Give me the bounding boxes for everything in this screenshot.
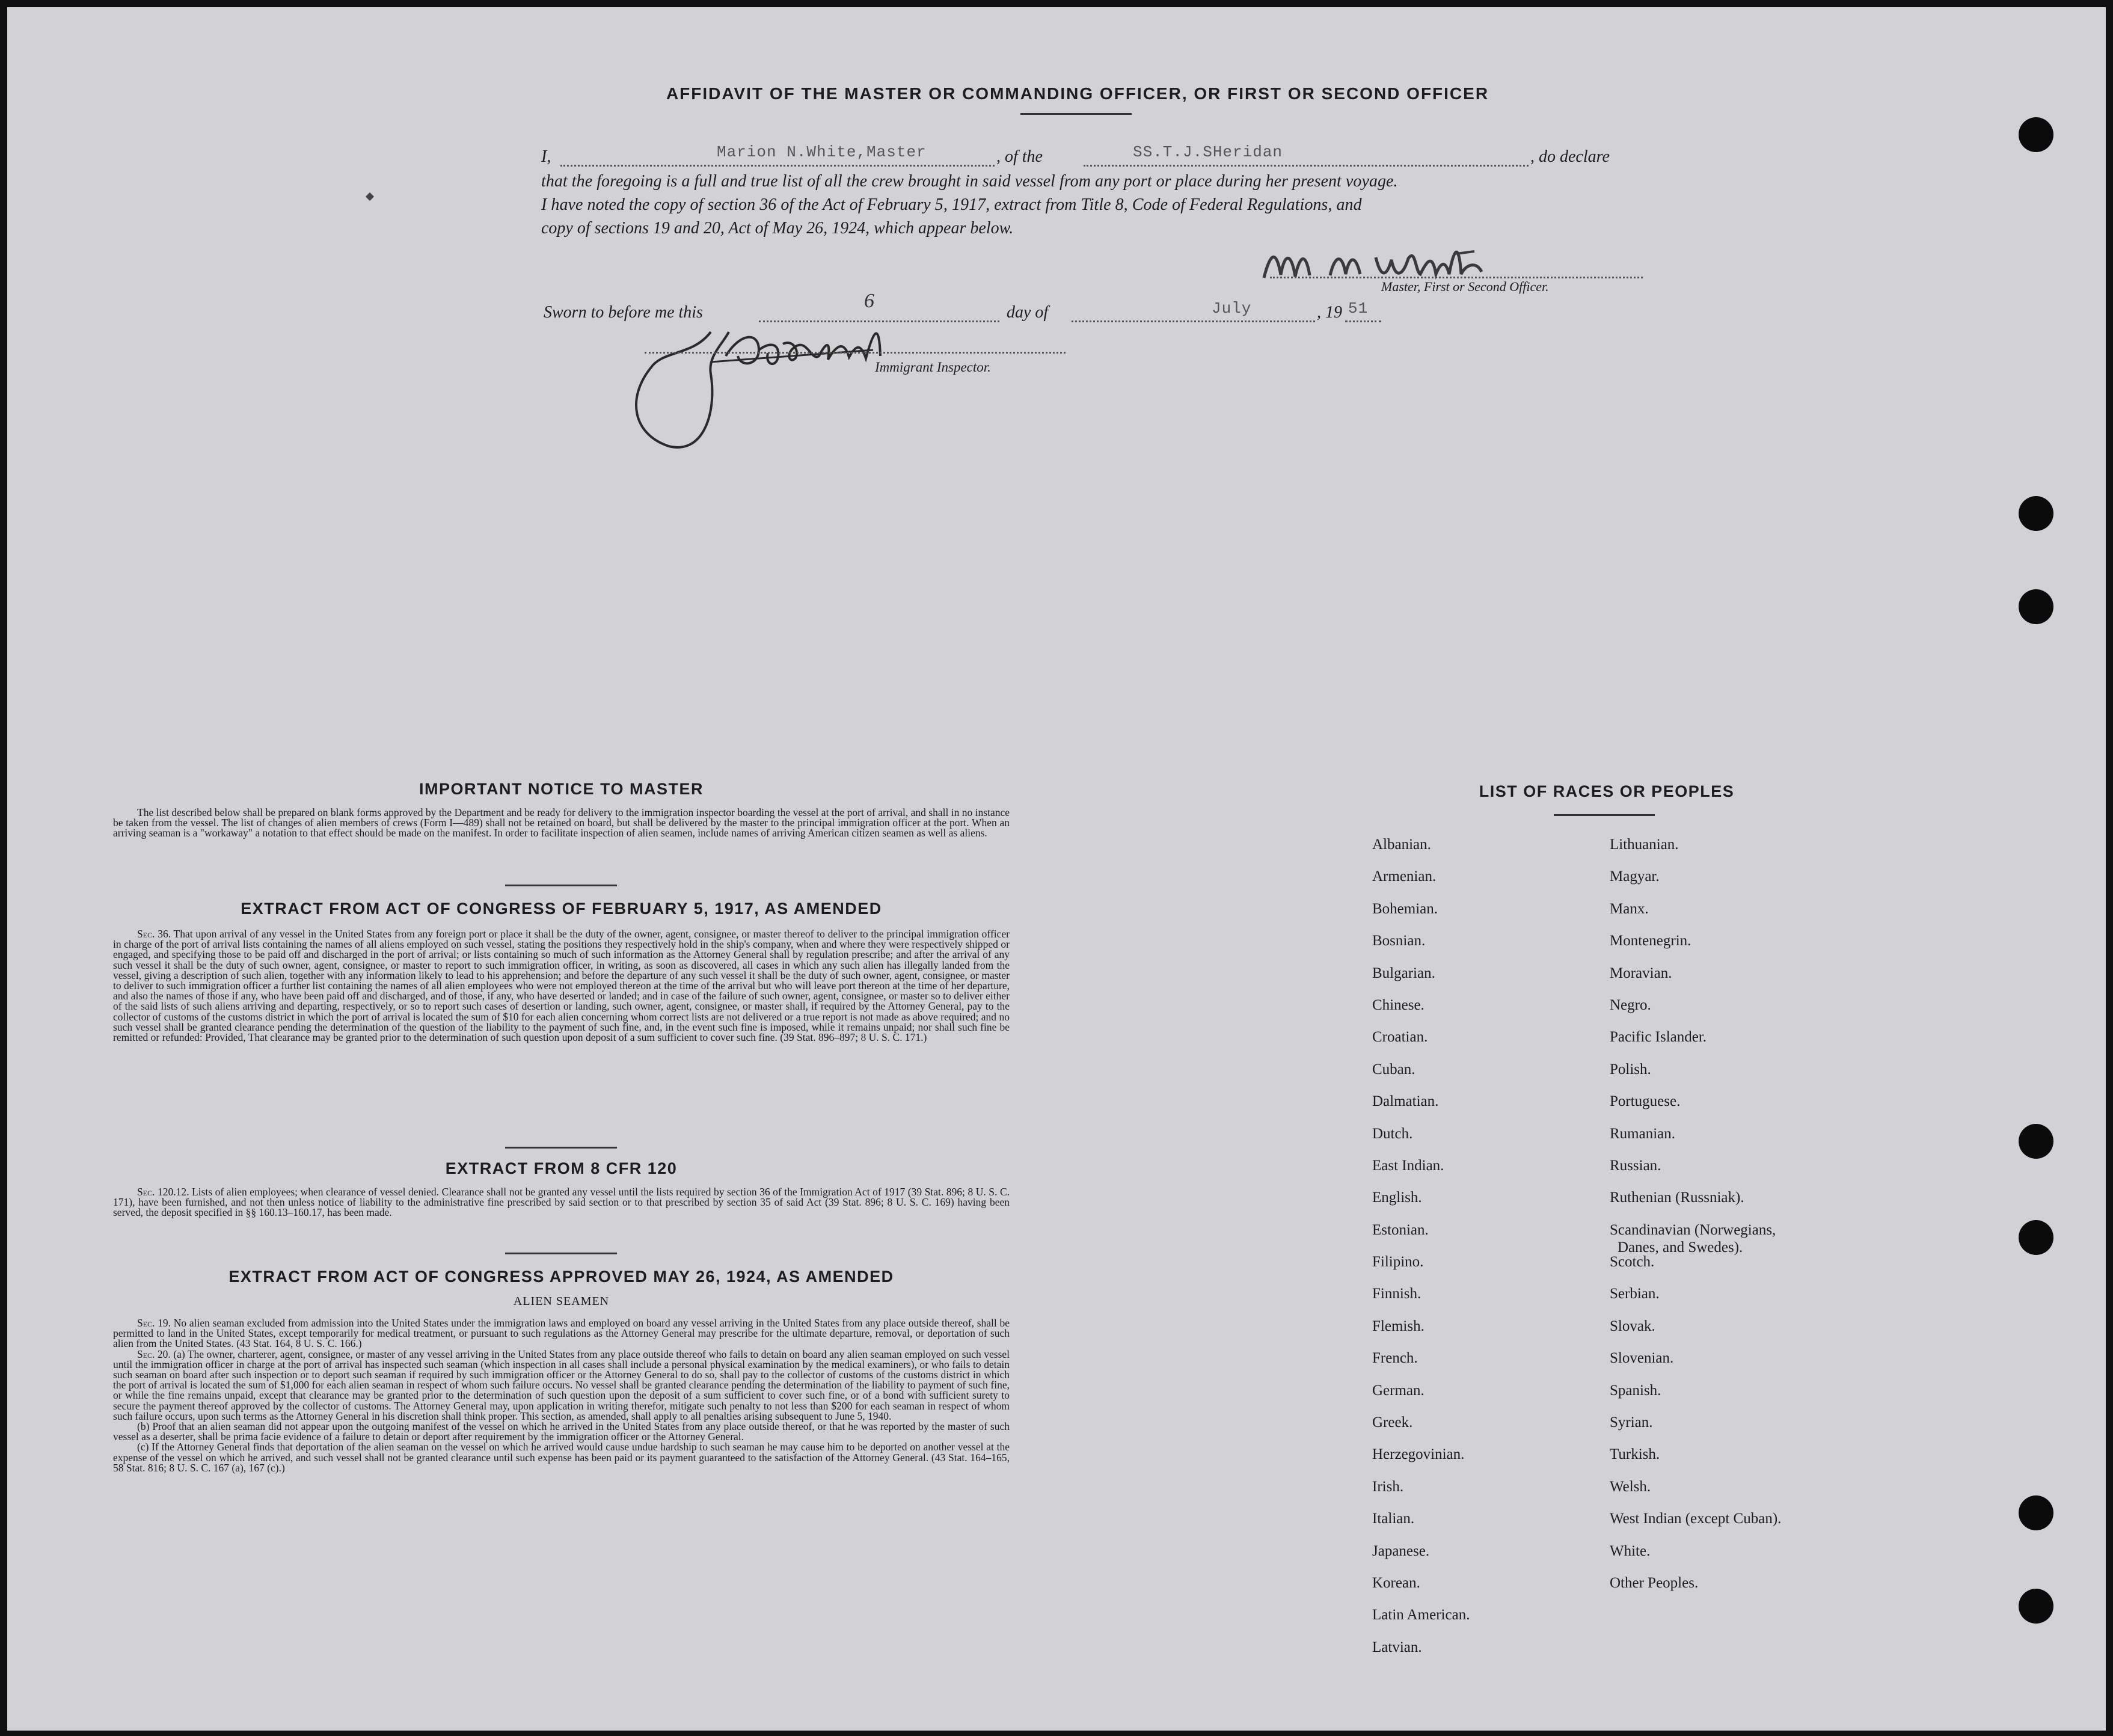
race-item: Rumanian. bbox=[1610, 1125, 1676, 1142]
race-item: Serbian. bbox=[1610, 1286, 1660, 1302]
year-line bbox=[1345, 321, 1381, 322]
race-item: West Indian (except Cuban). bbox=[1610, 1511, 1782, 1527]
race-item: Polish. bbox=[1610, 1061, 1651, 1078]
title-rule bbox=[1020, 113, 1132, 115]
declaration-line-3: I have noted the copy of section 36 of the Act of February 5, 1917, extract from Title 8, Code of Federal Regulations, and bbox=[541, 195, 1362, 214]
inspector-signature-line bbox=[645, 352, 1066, 354]
race-item: Croatian. bbox=[1372, 1029, 1428, 1046]
race-item: Montenegrin. bbox=[1610, 933, 1691, 949]
master-signature-line bbox=[1270, 277, 1643, 278]
race-item: Portuguese. bbox=[1610, 1093, 1681, 1110]
race-item: Italian. bbox=[1372, 1511, 1415, 1527]
race-item: Lithuanian. bbox=[1610, 836, 1679, 853]
race-item: Bulgarian. bbox=[1372, 965, 1435, 981]
master-caption: Master, First or Second Officer. bbox=[1381, 279, 1549, 294]
declaration-line-4: copy of sections 19 and 20, Act of May 26, 1924, which appear below. bbox=[541, 219, 1014, 238]
declaration-line-2: that the foregoing is a full and true list of all the crew brought in said vessel from any port or place during her present voyage. bbox=[541, 172, 1398, 191]
race-item: Bosnian. bbox=[1372, 933, 1426, 949]
punch-hole bbox=[2019, 1589, 2053, 1624]
race-item: Bohemian. bbox=[1372, 900, 1438, 917]
race-item: Dalmatian. bbox=[1372, 1093, 1439, 1110]
race-item: Filipino. bbox=[1372, 1254, 1424, 1271]
extract-1917-title: EXTRACT FROM ACT OF CONGRESS OF FEBRUARY 5, 1917, AS AMENDED bbox=[241, 900, 882, 918]
declaration-i: I, bbox=[541, 147, 551, 166]
sec-20b: (b) Proof that an alien seaman did not appear upon the outgoing manifest of the vessel on which he arrived in the United States from any place outside thereof, or that he was reported by the master of such vessel as a deserter, shall be prima facie evidence of a failure to detain or deport after requirement by the immigration officer or the Attorney General. bbox=[113, 1420, 1010, 1443]
sec-19-label: Sec. 19. bbox=[137, 1317, 171, 1329]
stray-mark bbox=[366, 192, 374, 201]
race-item: Chinese. bbox=[1372, 996, 1425, 1013]
day-of-label: day of bbox=[1007, 303, 1049, 322]
race-item: Turkish. bbox=[1610, 1446, 1660, 1463]
punch-hole bbox=[2019, 496, 2053, 531]
race-item: Russian. bbox=[1610, 1157, 1661, 1174]
section-rule bbox=[505, 1253, 617, 1254]
sec-20c: (c) If the Attorney General finds that deportation of the alien seaman on the vessel on which he arrived would cause undue hardship to such seaman he may cause him to be deported on another vessel at the expense of the vessel on which he arrived, and such vessel shall not be granted clearance until such expense has been paid or its payment guaranteed to the satisfaction of the Attorney General. (43 Stat. 164–165, 58 Stat. 816; 8 U. S. C. 167 (a), 167 (c).) bbox=[113, 1441, 1010, 1474]
race-item: Moravian. bbox=[1610, 965, 1672, 981]
race-item: Scotch. bbox=[1610, 1254, 1655, 1271]
punch-hole bbox=[2019, 589, 2053, 624]
year-prefix: , 19 bbox=[1317, 303, 1342, 322]
race-item: Ruthenian (Russniak). bbox=[1610, 1189, 1744, 1206]
race-item: Welsh. bbox=[1610, 1478, 1651, 1495]
punch-hole bbox=[2019, 117, 2053, 152]
race-item: French. bbox=[1372, 1350, 1418, 1367]
sworn-year: 51 bbox=[1348, 299, 1369, 317]
race-item: Cuban. bbox=[1372, 1061, 1415, 1078]
declarant-name: Marion N.White,Master bbox=[717, 143, 927, 161]
races-rule bbox=[1554, 814, 1655, 816]
declaration-of-the: , of the bbox=[996, 147, 1043, 166]
race-item: East Indian. bbox=[1372, 1157, 1444, 1174]
race-item: English. bbox=[1372, 1189, 1422, 1206]
punch-hole bbox=[2019, 1220, 2053, 1255]
sec-36-label: Sec. 36. bbox=[137, 928, 171, 940]
extract-1924-text: Sec. 19. No alien seaman excluded from admission into the United States under the immigration laws and employed on board any vessel arriving in the United States from any place outside thereof, shall be permitted to land in the United States, except temporarily for medical treatment, or pursuant to such regulations as the Attorney General may prescribe for the ultimate departure, removal, or deportation of such alien from the United States. (43 Stat. 164, 8 U. S. C. 166.) Sec. 20. (a) The owner, charterer, agent, consignee, or master of any vessel arriving in the United States from any place outside thereof who fails to detain on board any alien seaman employed on such vessel until the immigration officer in charge at the port of arrival has inspected such seaman (which inspection in all cases shall include a personal physical examination by the medical examiners), or who fails to detain such seaman on board after such inspection or to deport such seaman if required by such immigration officer or the Attorney General to do so, shall pay to the collector of customs of the customs district in which the port of arrival is located the sum of $1,000 for each alien seaman in respect of whom such failure occurs. No vessel shall be granted clearance pending the determination of the liability to payment of such fine, or while the fine remains unpaid, except that clearance may be granted prior to the determination of such question upon the deposit of a sum sufficient to cover such fine, or of a bond with sufficient surety to secure the payment thereof approved by the collector of customs. The Attorney General may, upon application in writing therefor, mitigate such penalty to not less than $200 for each seaman in respect of whom such failure occurs, upon such terms as the Attorney General in his discretion shall think proper. This section, as amended, shall apply to all penalties arising subsequent to June 5, 1940. (b) Proof that an alien seaman did not appear upon the outgoing manifest of the vessel on which he arrived in the United States from any place outside thereof, or that he was reported by the master of such vessel as a deserter, shall be prima facie evidence of a failure to detain or deport after requirement by the immigration officer or the Attorney General. (c) If the Attorney General finds that deportation of the alien seaman on the vessel on which he arrived would cause undue hardship to such seaman he may cause him to be deported on another vessel at the expense of the vessel on which he arrived, and such vessel shall not be granted clearance until such expense has been paid or its payment guaranteed to the satisfaction of the Attorney General. (43 Stat. 164–165, 58 Stat. 816; 8 U. S. C. 167 (a), 167 (c).) bbox=[113, 1317, 1010, 1474]
extract-1917-text: Sec. 36. That upon arrival of any vessel in the United States from any foreign port or place it shall be the duty of the owner, agent, consignee, or master thereof to deliver to the principal immigration officer in charge of the port of arrival lists containing the names of all aliens employed on such vessel, stating the positions they respectively hold in the ship's company, when and where they were respectively shipped or engaged, and specifying those to be paid off and discharged in the port of arrival; or lists containing so much of such information as the Attorney General shall by regulation prescribe; and after the arrival of any such vessel it shall be the duty of such owner, agent, consignee, or master to report to such immigration officer, in writing, as soon as discovered, all cases in which any such alien has illegally landed from the vessel, giving a description of such alien, together with any information likely to lead to his apprehension; and before the departure of any such vessel it shall be the duty of such owner, agent, consignee, or master to deliver to such immigration officer a further list containing the names of all alien employees who were not employed thereon at the time of the arrival but who will leave port thereon at the time of her departure, and also the names of those if any, who have been paid off and discharged, and of those, if any, who have deserted or landed; and in case of the failure of such owner, agent, consignee, or master so to deliver either of the said lists of such aliens arriving and departing, respectively, or so to report such cases of desertion or landing, such owner, agent, consignee, or master shall, if required by the Attorney General, pay to the collector of customs of the customs district in which the port of arrival is located the sum of $10 for each alien concerning whom correct lists are not delivered or a true report is not made as above required; and no such vessel shall be granted clearance pending the determination of the question of the liability to the payment of such fine, and, in the event such fine is imposed, while it remains unpaid; nor shall such fine be remitted or refunded: Provided, That clearance may be granted prior to the determination of such question upon deposit of a sum sufficient to cover such fine. (39 Stat. 896–897; 8 U. S. C. 171.) bbox=[113, 928, 1010, 1044]
race-item: Finnish. bbox=[1372, 1286, 1421, 1302]
declarant-line bbox=[560, 165, 995, 167]
race-item: Other Peoples. bbox=[1610, 1574, 1699, 1591]
race-item: Irish. bbox=[1372, 1478, 1404, 1495]
sworn-label: Sworn to before me this bbox=[544, 303, 703, 322]
race-item: Latvian. bbox=[1372, 1639, 1422, 1655]
notice-text: The list described below shall be prepared on blank forms approved by the Department and be ready for delivery to the immigration inspector boarding the vessel at the port of arrival, and shall in no instance be taken from the vessel. The list of changes of alien members of crews (Form I—489) shall not be retained on board, but shall be delivered by the master to the principal immigration officer at the port. When an arriving seaman is a "workaway" a notation to that effect should be made on the manifest. In order to facilitate inspection of alien seamen, include names of arriving American citizen seamen as well as aliens. bbox=[113, 806, 1010, 839]
races-column-1 bbox=[1372, 836, 1470, 1670]
section-rule bbox=[505, 885, 617, 886]
extract-cfr-text: Sec. 120.12. Lists of alien employees; when clearance of vessel denied. Clearance shall not be granted any vessel until the lists required by section 36 of the Immigration Act of 1917 (39 Stat. 896; 8 U. S. C. 171), have been furnished, and not then unless notice of liability to the administrative fine prescribed by said section or to that prescribed by section 35 of said Act (39 Stat. 896; 8 U. S. C. 169) having been served, the deposit specified in §§ 160.13–160.17, has been made. bbox=[113, 1186, 1010, 1219]
alien-seamen-subtitle: ALIEN SEAMEN bbox=[513, 1295, 610, 1308]
sworn-day: 6 bbox=[864, 290, 874, 312]
sec-120-label: Sec. 120.12. bbox=[137, 1186, 189, 1198]
vessel-name: SS.T.J.SHeridan bbox=[1133, 143, 1283, 161]
races-title: LIST OF RACES OR PEOPLES bbox=[1479, 782, 1735, 800]
race-item: Latin American. bbox=[1372, 1607, 1470, 1624]
race-item: Greek. bbox=[1372, 1414, 1413, 1431]
declaration-end: , do declare bbox=[1530, 147, 1610, 166]
race-item: Negro. bbox=[1610, 996, 1651, 1013]
race-item: Scandinavian (Norwegians, bbox=[1610, 1221, 1776, 1238]
punch-hole bbox=[2019, 1124, 2053, 1159]
extract-cfr-title: EXTRACT FROM 8 CFR 120 bbox=[445, 1159, 678, 1177]
race-item: Estonian. bbox=[1372, 1221, 1429, 1238]
punch-hole bbox=[2019, 1495, 2053, 1530]
race-item: Pacific Islander. bbox=[1610, 1029, 1707, 1046]
race-item: Magyar. bbox=[1610, 868, 1660, 885]
extract-1924-title: EXTRACT FROM ACT OF CONGRESS APPROVED MAY 26, 1924, AS AMENDED bbox=[228, 1268, 894, 1286]
race-item: Albanian. bbox=[1372, 836, 1431, 853]
inspector-caption: Immigrant Inspector. bbox=[875, 360, 991, 375]
vessel-line bbox=[1084, 165, 1529, 167]
affidavit-title: AFFIDAVIT OF THE MASTER OR COMMANDING OFFICER, OR FIRST OR SECOND OFFICER bbox=[666, 84, 1489, 103]
notice-title: IMPORTANT NOTICE TO MASTER bbox=[419, 780, 704, 798]
sworn-month-line bbox=[1072, 321, 1315, 322]
race-item: Syrian. bbox=[1610, 1414, 1653, 1431]
race-item: Herzegovinian. bbox=[1372, 1446, 1465, 1463]
race-item: Slovenian. bbox=[1610, 1350, 1674, 1367]
race-item: Slovak. bbox=[1610, 1317, 1655, 1334]
sec-20-label: Sec. 20. bbox=[137, 1348, 171, 1360]
races-column-2 bbox=[1610, 836, 1781, 1606]
race-item: Manx. bbox=[1610, 900, 1649, 917]
section-rule bbox=[505, 1147, 617, 1149]
race-item-continuation: Danes, and Swedes). bbox=[1618, 1239, 1743, 1256]
race-item: Spanish. bbox=[1610, 1382, 1661, 1399]
document-page bbox=[7, 7, 2106, 1731]
race-item: Japanese. bbox=[1372, 1542, 1430, 1559]
race-item: Armenian. bbox=[1372, 868, 1437, 885]
race-item: German. bbox=[1372, 1382, 1425, 1399]
inspector-signature bbox=[621, 320, 1017, 458]
race-item: Korean. bbox=[1372, 1574, 1420, 1591]
race-item: Dutch. bbox=[1372, 1125, 1413, 1142]
race-item: Flemish. bbox=[1372, 1317, 1425, 1334]
race-item: White. bbox=[1610, 1542, 1651, 1559]
sworn-month: July bbox=[1212, 299, 1252, 317]
